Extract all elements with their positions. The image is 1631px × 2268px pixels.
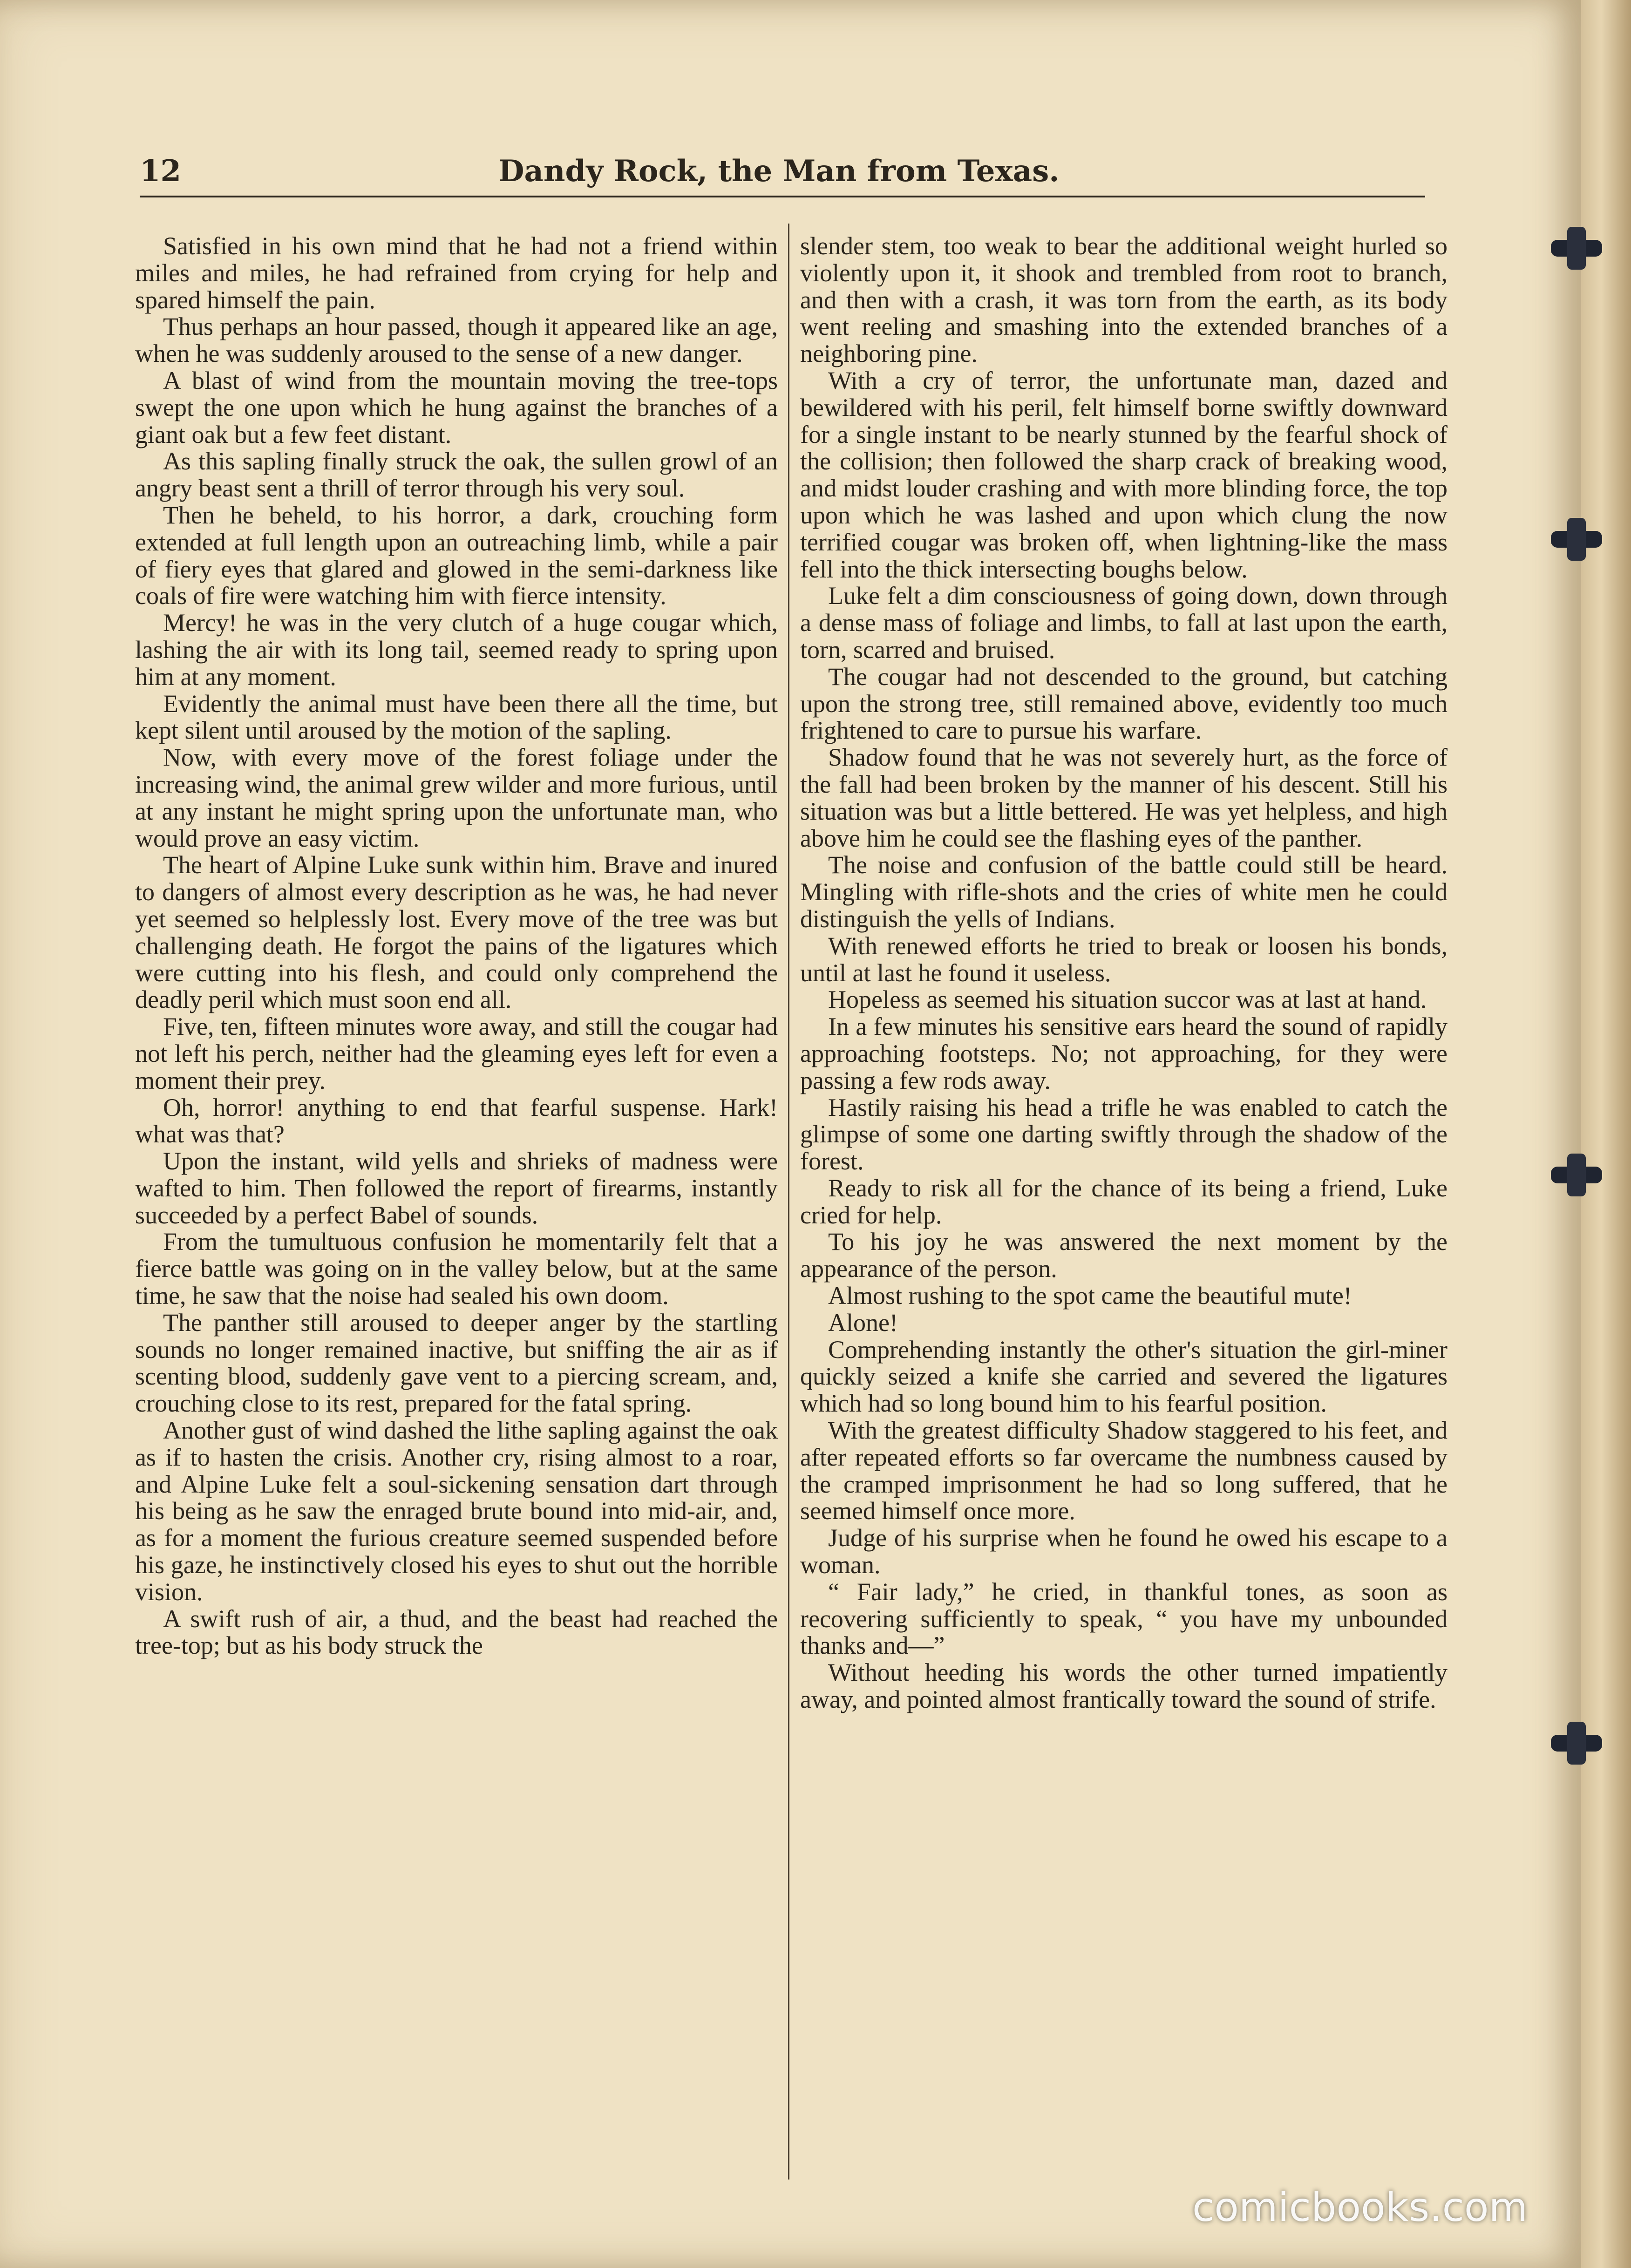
- paragraph: Comprehending instantly the other's situation the girl-miner quickly seized a knife she carried and severed the ligatures which had so long bound him to his fearful position.: [800, 1335, 1448, 1418]
- paragraph: The cougar had not descended to the ground, but catching upon the strong tree, still remained above, evidently too much frightened to care to pursue his warfare.: [800, 662, 1448, 745]
- paragraph: In a few minutes his sensitive ears heard the sound of rapidly approaching footsteps. No; not approaching, for they were passing a few rods away.: [800, 1012, 1448, 1094]
- paragraph-continuation: slender stem, too weak to bear the additional weight hurled so violently upon it, it shook and trembled from root to branch, and then with a crash, it was torn from the earth, as its body went reeling and smashing into the extended branches of a neighboring pine.: [800, 233, 1448, 368]
- binding-staple: [1551, 240, 1602, 257]
- paragraph: “ Fair lady,” he cried, in thankful tones, as soon as recovering sufficiently to speak, “ you have my unbounded thanks and—”: [800, 1577, 1448, 1660]
- left-column: [135, 233, 778, 2180]
- paragraph: As this sapling finally struck the oak, the sullen growl of an angry beast sent a thrill of terror through his very soul.: [135, 447, 778, 502]
- paragraph: The heart of Alpine Luke sunk within him. Brave and inured to dangers of almost every description as he was, he had never yet seemed so helplessly lost. Every move of the tree was but challenging death. He forgot the pains of the ligatures which were cutting into his flesh, and could only comprehend the deadly peril which must soon end all.: [135, 851, 778, 1014]
- paragraph: Almost rushing to the spot came the beautiful mute!: [828, 1282, 1352, 1310]
- page-number: 12: [140, 154, 182, 189]
- binding-staple: [1551, 1735, 1602, 1752]
- paragraph: Shadow found that he was not severely hurt, as the force of the fall had been broken by the manner of his descent. Still his situation was but a little bettered. He was yet helpless, and high above him he could see the flashing eyes of the panther.: [800, 743, 1448, 852]
- running-title: Dandy Rock, the Man from Texas.: [498, 154, 1060, 189]
- paragraph: Another gust of wind dashed the lithe sapling against the oak as if to hasten the crisis. Another cry, rising almost to a roar, and Alpine Luke felt a soul-sickening sensation dart through his being as he saw the enraged brute bound into mid-air, and, as for a moment the furious creature seemed suspended before his gaze, he instinctively closed his eyes to shut out the horrible vision.: [135, 1416, 778, 1606]
- paragraph: Oh, horror! anything to end that fearful suspense. Hark! what was that?: [135, 1093, 778, 1148]
- paragraph: Five, ten, fifteen minutes wore away, and still the cougar had not left his perch, neither had the gleaming eyes left for even a moment their prey.: [135, 1012, 778, 1094]
- paragraph: Then he beheld, to his horror, a dark, crouching form extended at full length upon an outreaching limb, while a pair of fiery eyes that glared and glowed in the semi-darkness like coals of fire were watching him with fierce intensity.: [135, 501, 778, 610]
- paragraph: Thus perhaps an hour passed, though it appeared like an age, when he was suddenly aroused to the sense of a new danger.: [135, 312, 778, 368]
- paragraph: A swift rush of air, a thud, and the beast had reached the tree-top; but as his body struck the: [135, 1604, 778, 1660]
- binding-staple: [1551, 531, 1602, 548]
- paragraph: With renewed efforts he tried to break or loosen his bonds, until at last he found it useless.: [800, 931, 1448, 987]
- paragraph: A blast of wind from the mountain moving the tree-tops swept the one upon which he hung against the branches of a giant oak but a few feet distant.: [135, 366, 778, 448]
- paragraph: Mercy! he was in the very clutch of a huge cougar which, lashing the air with its long tail, seemed ready to spring upon him at any moment.: [135, 609, 778, 691]
- paragraph: Ready to risk all for the chance of its being a friend, Luke cried for help.: [800, 1174, 1448, 1229]
- paragraph: Upon the instant, wild yells and shrieks of madness were wafted to him. Then followed the report of firearms, instantly succeeded by a perfect Babel of sounds.: [135, 1147, 778, 1229]
- paragraph: The noise and confusion of the battle could still be heard. Mingling with rifle-shots and the cries of white men he could distinguish the yells of Indians.: [800, 851, 1448, 933]
- paragraph: Evidently the animal must have been there all the time, but kept silent until aroused by the motion of the sapling.: [135, 689, 778, 745]
- paragraph: Hopeless as seemed his situation succor was at last at hand.: [828, 985, 1427, 1014]
- binding-staple: [1551, 1167, 1602, 1183]
- paragraph: From the tumultuous confusion he momentarily felt that a fierce battle was going on in the valley below, but at the same time, he saw that the noise had sealed his own doom.: [135, 1228, 778, 1310]
- paragraph: With the greatest difficulty Shadow staggered to his feet, and after repeated efforts so far overcame the numbness caused by the cramped imprisonment he had so long suffered, that he seemed himself once more.: [800, 1416, 1448, 1525]
- paragraph: Hastily raising his head a trifle he was enabled to catch the glimpse of some one darting swiftly through the shadow of the forest.: [800, 1093, 1448, 1175]
- column-divider: [788, 224, 789, 2180]
- paragraph: Now, with every move of the forest foliage under the increasing wind, the animal grew wilder and more furious, until at any instant he might spring upon the unfortunate man, who would prove an easy victim.: [135, 743, 778, 852]
- paragraph: Alone!: [828, 1308, 898, 1337]
- paragraph: Satisfied in his own mind that he had not a friend within miles and miles, he had refrained from crying for help and spared himself the pain.: [135, 233, 778, 314]
- paragraph: To his joy he was answered the next moment by the appearance of the person.: [800, 1228, 1448, 1283]
- adjacent-page-edge: [1581, 0, 1631, 2268]
- paragraph: Judge of his surprise when he found he owed his escape to a woman.: [800, 1524, 1448, 1579]
- paragraph: The panther still aroused to deeper anger by the startling sounds no longer remained inactive, but sniffing the air as if scenting blood, suddenly gave vent to a piercing scream, and, crouching close to its rest, prepared for the fatal spring.: [135, 1308, 778, 1418]
- paragraph: Without heeding his words the other turned impatiently away, and pointed almost frantically toward the sound of strife.: [800, 1658, 1448, 1714]
- right-column: [800, 233, 1448, 2180]
- paragraph: With a cry of terror, the unfortunate man, dazed and bewildered with his peril, felt himself borne swiftly downward for a single instant to be nearly stunned by the fearful shock of the collision; then followed the sharp crack of breaking wood, and midst louder crashing and with more blinding force, the top upon which he was lashed and upon which clung the now terrified cougar was broken off, when lightning-like the mass fell into the thick intersecting boughs below.: [800, 366, 1448, 583]
- paragraph: Luke felt a dim consciousness of going down, down through a dense mass of foliage and limbs, to fall at last upon the earth, torn, scarred and bruised.: [800, 582, 1448, 664]
- site-watermark: comicbooks.com: [1192, 2184, 1528, 2231]
- page-header: [140, 154, 1425, 197]
